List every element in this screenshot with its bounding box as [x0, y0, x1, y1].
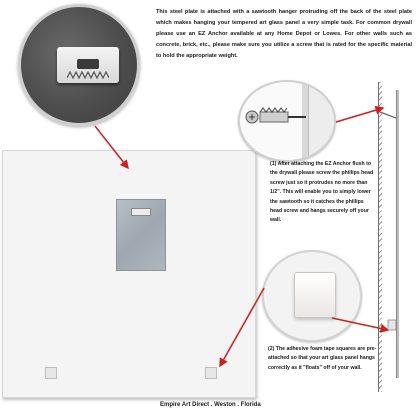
- steel-plate-description: This steel plate is attached with a sawtooth hanger protruding off the back of the steel plate which makes hanging your tempered art glass panel a very simple task. For common drywall please use an EZ Anchor available at any Home Depot or Lowes. For other walls such as concrete, brick, etc., please make sure you utilize a screw that is rated for the specific material to hold the appropriate weight.: [156, 9, 412, 60]
- arrow-to-anchor: [336, 108, 383, 122]
- arrow-to-foam: [332, 318, 388, 330]
- screw-in-wall: [380, 112, 396, 118]
- foam-in-section: [388, 320, 396, 330]
- footer-credit: Empire Art Direct . Weston . Florida: [160, 402, 261, 408]
- step-two-text: (2) The adhesive foam tape squares are pre-attached so that your art glass panel hangs correctly as it "floats" off of your wall.: [268, 346, 377, 371]
- arrow-to-plate: [95, 126, 128, 168]
- step-one-text: (1) After attaching the EZ Anchor flush to the drywall please screw the phillips head screw just so it protrudes no more than 1/2". This will enable you to simply lower the sawtooth so it catches the phillips head screw and hangs securely off your wall.: [270, 161, 374, 224]
- arrow-from-foam-zoom: [220, 288, 264, 366]
